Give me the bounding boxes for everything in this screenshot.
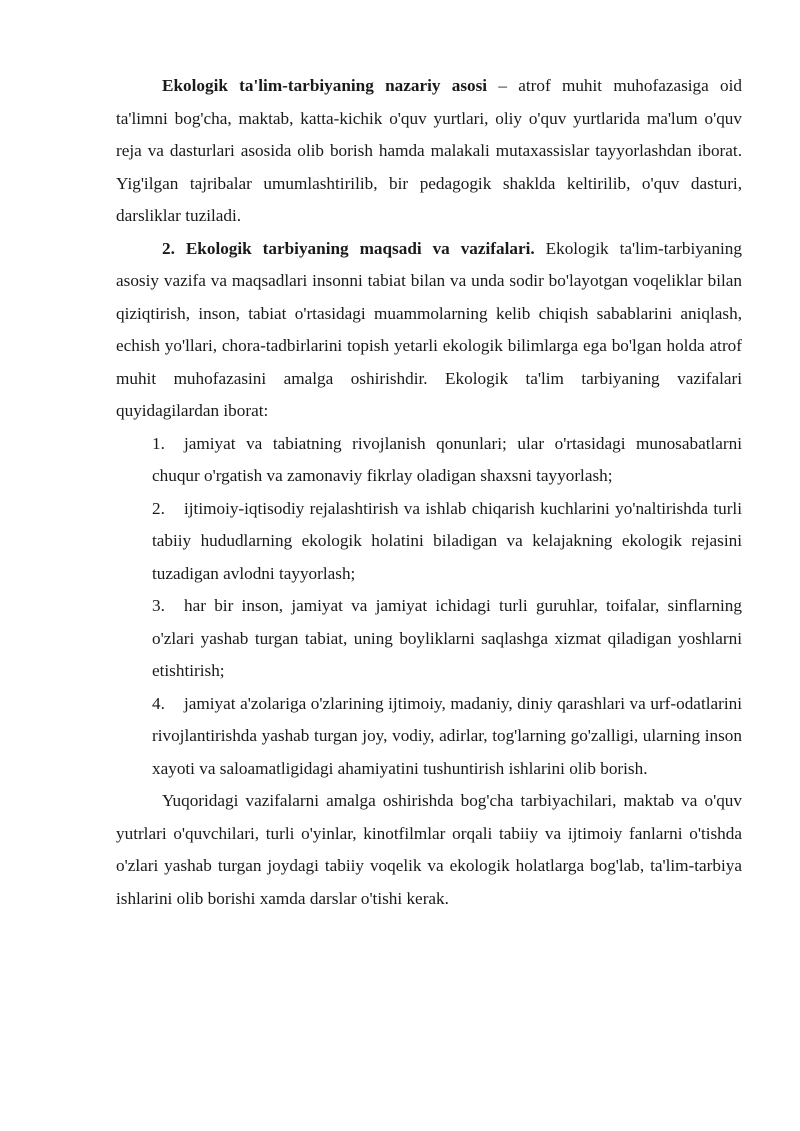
- list-item: [116, 590, 742, 688]
- list-item-number: 2.: [152, 498, 165, 518]
- document-page: [116, 70, 742, 915]
- paragraph-conclusion-text: Yuqoridagi vazifalarni amalga oshirishda bog'cha tarbiyachilari, maktab va o'quv yutrlari o'quvchilari, turli o'yinlar, kinotfilmlar orqali tabiiy va ijtimoiy fanlarni o'tishda o'zlari yashab turgan joydagi tabiiy voqelik va ekologik holatlarga bog'lab, ta'lim-tarbiya ishlarini olib borishi xamda darslar o'tishi kerak.: [116, 791, 742, 908]
- paragraph-theory-text: – atrof muhit muhofazasiga oid ta'limni bog'cha, maktab, katta-kichik o'quv yurtlari, oliy o'quv yurtlarida ma'lum o'quv reja va dasturlari asosida olib borish hamda malakali mutaxassislar tayyorlashdan iborat. Yig'ilgan tajribalar umumlashtirilib, bir pedagogik shaklda keltirilib, o'quv dasturi, darsliklar tuziladi.: [116, 76, 743, 225]
- tasks-list: [116, 428, 742, 786]
- list-item: [116, 688, 742, 786]
- paragraph-goals-text: Ekologik ta'lim-tarbiyaning asosiy vazifa va maqsadlari insonni tabiat bilan va unda sodir bo'layotgan voqeliklar bilan qiziqtirish, inson, tabiat o'rtasidagi muammolarning kelib chiqish sabablarini aniqlash, echish yo'llari, chora-tadbirlarini topish yetarli ekologik bilimlarga ega bo'lgan holda atrof muhit muhofazasini amalga oshirishdir. Ekologik ta'lim tarbiyaning vazifalari quyidagilardan iborat:: [116, 238, 742, 420]
- paragraph-theory: [116, 70, 742, 233]
- list-item-text: jamiyat va tabiatning rivojlanish qonunlari; ular o'rtasidagi munosabatlarni chuqur o'rgatish va zamonaviy fikrlay oladigan shaxsni tayyorlash;: [152, 433, 742, 485]
- paragraph-goals: [116, 233, 742, 428]
- list-item-text: ijtimoiy-iqtisodiy rejalashtirish va ishlab chiqarish kuchlarini yo'naltirishda turli tabiiy hududlarning ekologik holatini biladigan va kelajakning ekologik rejasini tuzadigan avlodni tayyorlash;: [152, 498, 742, 583]
- list-item: [116, 428, 742, 493]
- list-item: [116, 493, 742, 591]
- list-item-number: 4.: [152, 693, 165, 713]
- list-item-number: 1.: [152, 433, 165, 453]
- paragraph-conclusion: [116, 785, 742, 915]
- paragraph-theory-heading: Ekologik ta'lim-tarbiyaning nazariy asosi: [162, 76, 488, 95]
- list-item-text: har bir inson, jamiyat va jamiyat ichidagi turli guruhlar, toifalar, sinflarning o'zlari yashab turgan tabiat, uning boyliklarni saqlashga xizmat qiladigan yoshlarni etishtirish;: [152, 596, 742, 680]
- list-item-number: 3.: [152, 596, 165, 615]
- section-heading-goals: 2. Ekologik tarbiyaning maqsadi va vazifalari.: [162, 238, 535, 258]
- list-item-text: jamiyat a'zolariga o'zlarining ijtimoiy, madaniy, diniy qarashlari va urf-odatlarini rivojlantirishda yashab turgan joy, vodiy, adirlar, tog'larning go'zalligi, ularning inson xayoti va saloamatligidagi ahamiyatini tushuntirish ishlarini olib borish.: [152, 693, 742, 778]
